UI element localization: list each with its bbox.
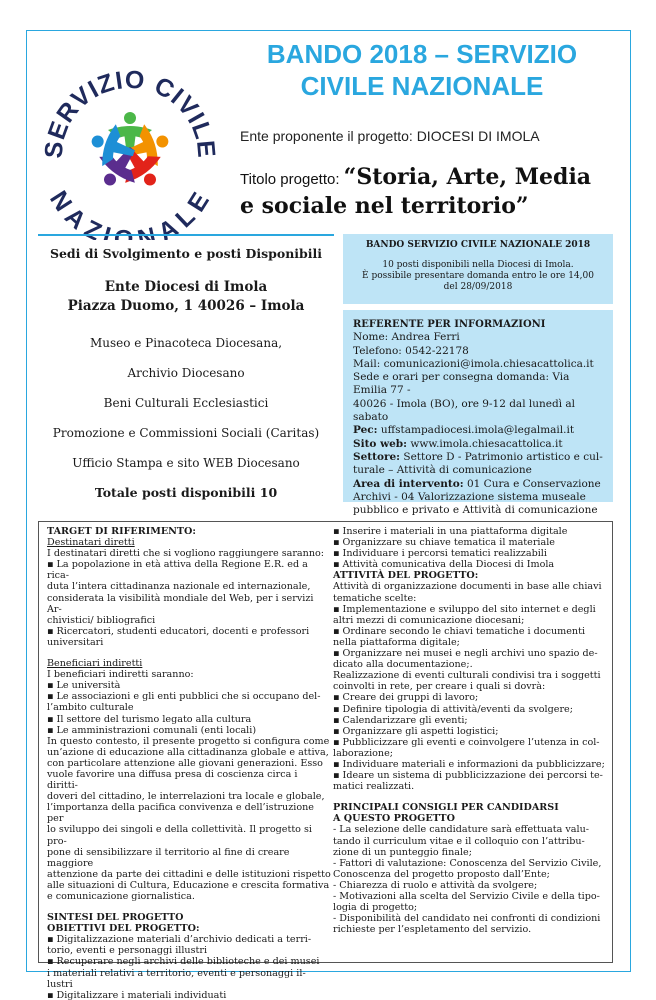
text-line: matici realizzati. (333, 781, 415, 793)
text-line: un’azione di educazione alla cittadinanza globale e attiva, (47, 746, 329, 758)
bando-info-box (343, 234, 613, 304)
text-line: i materiali relativi a territorio, eventi e personaggi il- (47, 967, 306, 979)
bando-box-line: del 28/09/2018 (443, 282, 513, 292)
referente-area: Archivi - 04 Valorizzazione sistema museale (353, 490, 586, 503)
svg-text:NAZIONALE (44, 186, 216, 240)
text-line: Attività di organizzazione documenti in base alle chiavi (333, 581, 602, 593)
text-line: vuole favorire una diffusa presa di coscienza circa i diritti- (47, 768, 298, 792)
referente-telefono: Telefono: 0542-22178 (353, 344, 469, 357)
text-line: dicato alla documentazione;. (333, 659, 473, 671)
referente-title: REFERENTE PER INFORMAZIONI (353, 319, 546, 330)
sito-label: Sito web: (353, 437, 408, 450)
bando-title (232, 38, 612, 102)
sedi-heading: Sedi di Svolgimento e posti Disponibili (49, 246, 323, 261)
referente-nome: Nome: Andrea Ferri (353, 331, 460, 344)
text-line: Conoscenza del progetto proposto dall’Ente; (333, 868, 550, 880)
text-line: - Motivazioni alla scelta del Servizio Civile e della tipo- (333, 891, 600, 902)
project-details-box (38, 521, 613, 1000)
sedi-item: Promozione e Commissioni Sociali (Caritas) (52, 426, 320, 440)
text-line: attenzione da parte dei cittadini e delle istituzioni rispetto (47, 868, 331, 880)
text-line: ▪ Pubblicizzare gli eventi e coinvolgere l’utenza in col- (333, 736, 600, 748)
diretti-title: Destinatari diretti (47, 537, 135, 549)
obiettivi-text (47, 934, 331, 1000)
text-line: ▪ Recuperare negli archivi delle biblioteche e dei musei (47, 956, 320, 968)
sedi-ente-address: Piazza Duomo, 1 40026 – Imola (67, 298, 305, 314)
text-line: tando il curriculum vitae e il colloquio con l’attribu- (333, 835, 585, 847)
attivita-title: ATTIVITÀ DEL PROGETTO: (333, 570, 479, 582)
area-value: 01 Cura e Conservazione (463, 477, 601, 490)
text-line: ▪ Ricercatori, studenti educatori, docenti e professori (47, 625, 310, 637)
text-line: ▪ Organizzare gli aspetti logistici; (333, 725, 499, 737)
text-line: pone di sensibilizzare il territorio al fine di creare maggiore (47, 846, 290, 869)
text-line: ▪ Individuare materiali e informazioni da pubblicizzare; (333, 758, 605, 770)
servizio-civile-logo (40, 60, 220, 240)
referente-settore (353, 451, 605, 464)
ente-proponente (240, 128, 540, 144)
bando-title-line2: CIVILE NAZIONALE (300, 71, 544, 101)
text-line: I beneficiari indiretti saranno: (47, 669, 194, 681)
text-line: richieste per l’espletamento del servizio. (333, 924, 532, 936)
referente-sede: 40026 - Imola (BO), ore 9-12 dal lunedì al sabato (353, 397, 576, 424)
text-line: ▪ Calendarizzare gli eventi; (333, 714, 468, 726)
bando-box-line: 10 posti disponibili nella Diocesi di Imola. (382, 260, 574, 270)
text-line: tematiche scelte: (333, 592, 417, 604)
text-line: ▪ Le associazioni e gli enti pubblici che si occupano del- (47, 691, 321, 703)
sintesi-title: SINTESI DEL PROGETTO (47, 912, 184, 924)
text-line: I destinatari diretti che si vogliono raggiungere saranno: (47, 548, 325, 560)
text-line: - La selezione delle candidature sarà effettuata valu- (333, 824, 589, 836)
sedi-totale: Totale posti disponibili 10 (94, 485, 278, 500)
text-line: ▪ Organizzare nei musei e negli archivi uno spazio de- (333, 648, 598, 660)
sedi-ente-name: Ente Diocesi di Imola (104, 279, 268, 295)
sedi-item: Archivio Diocesano (127, 366, 245, 380)
text-line: ▪ Inserire i materiali in una piattaforma digitale (333, 526, 568, 537)
text-line: logia di progetto; (333, 902, 418, 914)
text-line: Realizzazione di eventi culturali condivisi tra i soggetti (333, 670, 601, 682)
titolo-progetto (240, 163, 620, 221)
consigli-title: A QUESTO PROGETTO (333, 813, 455, 825)
text-line: ▪ Organizzare su chiave tematica il materiale (333, 537, 555, 549)
pec-label: Pec: (353, 424, 378, 437)
titolo-line1: “Storia, Arte, Media (343, 164, 592, 190)
text-line: ▪ Ordinare secondo le chiavi tematiche i documenti (333, 625, 586, 637)
text-line: ▪ Definire tipologia di attività/eventi da svolgere; (333, 703, 573, 715)
sedi-ente (38, 278, 334, 316)
consigli-text (333, 824, 611, 935)
text-line: ▪ La popolazione in età attiva della Regione E.R. ed a rica- (47, 559, 308, 582)
sedi-item: Beni Culturali Ecclesiastici (103, 396, 269, 410)
text-line: coinvolti in rete, per creare i quali si dovrà: (333, 681, 546, 693)
left-column (47, 526, 331, 1000)
target-title: TARGET DI RIFERIMENTO: (47, 526, 196, 537)
attivita-text (333, 581, 611, 792)
text-line: zione di un punteggio finale; (333, 846, 472, 858)
text-line: universitari (47, 636, 104, 648)
referente-area: pubblico e privato e Attività di comunicazione (353, 504, 598, 517)
text-line: torio, eventi e personaggi illustri (47, 945, 208, 957)
consigli-title: PRINCIPALI CONSIGLI PER CANDIDARSI (333, 802, 559, 814)
obiettivi-title: OBIETTIVI DEL PROGETTO: (47, 923, 200, 935)
ente-value: DIOCESI DI IMOLA (416, 128, 540, 144)
indiretti-title: Beneficiari indiretti (47, 658, 143, 670)
text-line: ▪ Ideare un sistema di pubblicizzazione dei percorsi te- (333, 770, 603, 782)
text-line: ▪ Le amministrazioni comunali (enti locali) (47, 724, 257, 736)
ente-label: Ente proponente il progetto: (240, 128, 417, 144)
text-line: lustri (47, 978, 73, 990)
text-line: - Fattori di valutazione: Conoscenza del Servizio Civile, (333, 857, 602, 869)
bando-box-line: È possibile presentare domanda entro le ore 14,00 (362, 271, 594, 281)
text-line: chivistici/ bibliografici (47, 614, 156, 626)
text-line: alle situazioni di Cultura, Educazione e crescita formativa (47, 879, 330, 891)
sedi-item: Ufficio Stampa e sito WEB Diocesano (72, 456, 300, 470)
text-line: con particolare attenzione alle giovani generazioni. Esso (47, 757, 323, 769)
text-line: ▪ Implementazione e sviluppo del sito internet e degli (333, 603, 596, 615)
referente-sito (353, 438, 605, 451)
sito-value: www.imola.chiesacattolica.it (407, 437, 563, 450)
text-line: doveri del cittadino, le interrelazioni tra locale e globale, (47, 791, 325, 803)
referente-settore: turale – Attività di comunicazione (353, 464, 532, 477)
text-line: ▪ Attività comunicativa della Diocesi di Imola (333, 559, 555, 571)
titolo-label: Titolo progetto: (240, 171, 344, 188)
sedi-section (38, 234, 334, 502)
text-line: duta l’intera cittadinanza nazionale ed internazionale, (47, 581, 311, 593)
text-line: altri mezzi di comunicazione diocesani; (333, 614, 525, 626)
text-line: lo sviluppo dei singoli e della collettività. Il progetto si pro- (47, 824, 312, 847)
text-line: ▪ Il settore del turismo legato alla cultura (47, 713, 252, 725)
logo-top-text: SERVIZIO CIVILE (40, 65, 220, 160)
referente-pec (353, 424, 605, 437)
indiretti-text (47, 669, 331, 902)
text-line: laborazione; (333, 747, 393, 759)
text-line: ▪ Digitalizzare i materiali individuati (47, 989, 227, 1000)
sedi-item: Museo e Pinacoteca Diocesana, (89, 336, 283, 350)
bando-box-title: BANDO SERVIZIO CIVILE NAZIONALE 2018 (365, 240, 591, 250)
diretti-text (47, 548, 331, 648)
area-label: Area di intervento: (353, 477, 464, 490)
text-line: ▪ Digitalizzazione materiali d’archivio dedicati a terri- (47, 934, 312, 946)
logo-bottom-text: NAZIONALE (44, 186, 216, 240)
referente-sede: Sede e orari per consegna domanda: Via Emilia 77 - (353, 371, 570, 397)
referente-box (343, 310, 613, 517)
right-column (333, 526, 611, 935)
settore-value: Settore D - Patrimonio artistico e cul- (400, 450, 603, 463)
text-line: - Disponibilità del candidato nei confronti di condizioni (333, 913, 601, 925)
text-line: In questo contesto, il presente progetto si configura come (47, 735, 330, 747)
text-line: l’ambito culturale (47, 702, 134, 714)
referente-area (353, 478, 605, 491)
text-line: ▪ Creare dei gruppi di lavoro; (333, 692, 479, 704)
text-line: e comunicazione giornalistica. (47, 891, 195, 902)
obiettivi-continued (333, 526, 611, 570)
text-line: ▪ Individuare i percorsi tematici realizzabili (333, 548, 547, 560)
referente-mail: Mail: comunicazioni@imola.chiesacattolica.it (353, 357, 594, 370)
bando-title-line1: BANDO 2018 – SERVIZIO (266, 39, 578, 69)
text-line: l’importanza della pacifica convivenza e dell’istruzione per (47, 802, 314, 825)
settore-label: Settore: (353, 450, 401, 463)
sedi-list (38, 328, 334, 478)
text-line: - Chiarezza di ruolo e attività da svolgere; (333, 879, 538, 891)
titolo-line2: e sociale nel territorio” (240, 193, 529, 219)
text-line: considerata la visibilità mondiale del Web, per i servizi Ar- (47, 592, 314, 615)
pec-value: uffstampadiocesi.imola@legalmail.it (377, 424, 575, 437)
five-people-star-icon (40, 60, 220, 240)
text-line: ▪ Le università (47, 680, 121, 692)
text-line: nella piattaforma digitale; (333, 636, 460, 648)
